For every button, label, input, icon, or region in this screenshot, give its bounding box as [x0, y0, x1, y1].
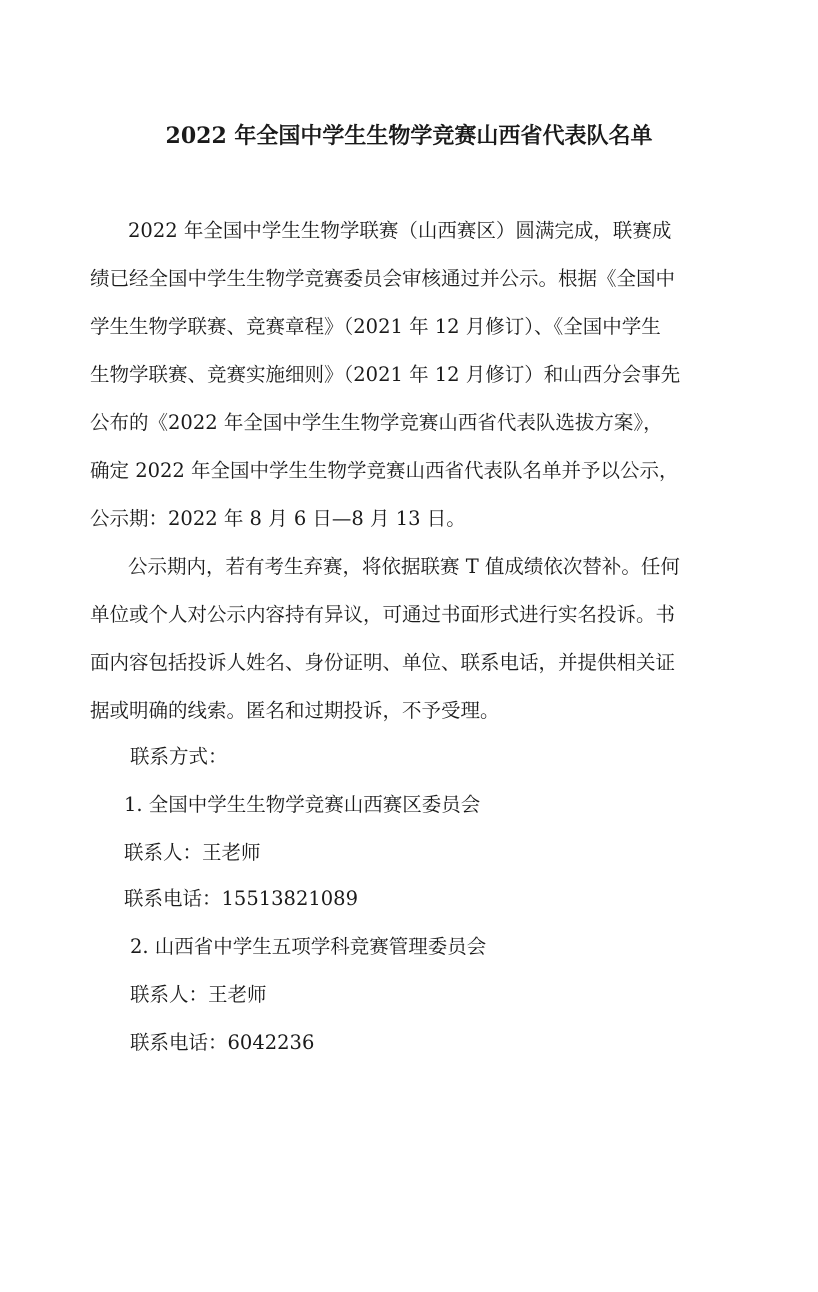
- paragraph1-line-6: 确定 2022 年全国中学生生物学竞赛山西省代表队名单并予以公示，: [90, 459, 679, 482]
- contact-org2-phone: 联系电话：6042236: [130, 1031, 315, 1054]
- document-title: 2022 年全国中学生生物学竞赛山西省代表队名单: [165, 123, 653, 149]
- paragraph1-line-1: 2022 年全国中学生生物学联赛（山西赛区）圆满完成，联赛成: [128, 219, 672, 242]
- contact-org1-person: 联系人：王老师: [124, 841, 261, 864]
- contact-org1-name: 1. 全国中学生生物学竞赛山西赛区委员会: [124, 793, 481, 816]
- paragraph2-line-1: 公示期内，若有考生弃赛，将依据联赛 T 值成绩依次替补。任何: [128, 555, 680, 578]
- paragraph1-line-3: 学生生物学联赛、竞赛章程》（2021 年 12 月修订）、《全国中学生: [90, 315, 661, 338]
- paragraph1-line-2: 绩已经全国中学生生物学竞赛委员会审核通过并公示。根据《全国中: [90, 267, 676, 290]
- contact-heading: 联系方式：: [130, 745, 228, 768]
- paragraph2-line-2: 单位或个人对公示内容持有异议，可通过书面形式进行实名投诉。书: [90, 603, 676, 626]
- contact-org1-phone: 联系电话：15513821089: [124, 887, 358, 910]
- paragraph1-line-7: 公示期：2022 年 8 月 6 日—8 月 13 日。: [90, 507, 466, 530]
- contact-org2-name: 2. 山西省中学生五项学科竞赛管理委员会: [130, 935, 487, 958]
- paragraph2-line-4: 据或明确的线索。匿名和过期投诉，不予受理。: [90, 699, 500, 722]
- paragraph2-line-3: 面内容包括投诉人姓名、身份证明、单位、联系电话，并提供相关证: [90, 651, 676, 674]
- paragraph1-line-5: 公布的《2022 年全国中学生生物学竞赛山西省代表队选拔方案》，: [90, 411, 663, 434]
- paragraph1-line-4: 生物学联赛、竞赛实施细则》（2021 年 12 月修订）和山西分会事先: [90, 363, 681, 386]
- contact-org2-person: 联系人：王老师: [130, 983, 267, 1006]
